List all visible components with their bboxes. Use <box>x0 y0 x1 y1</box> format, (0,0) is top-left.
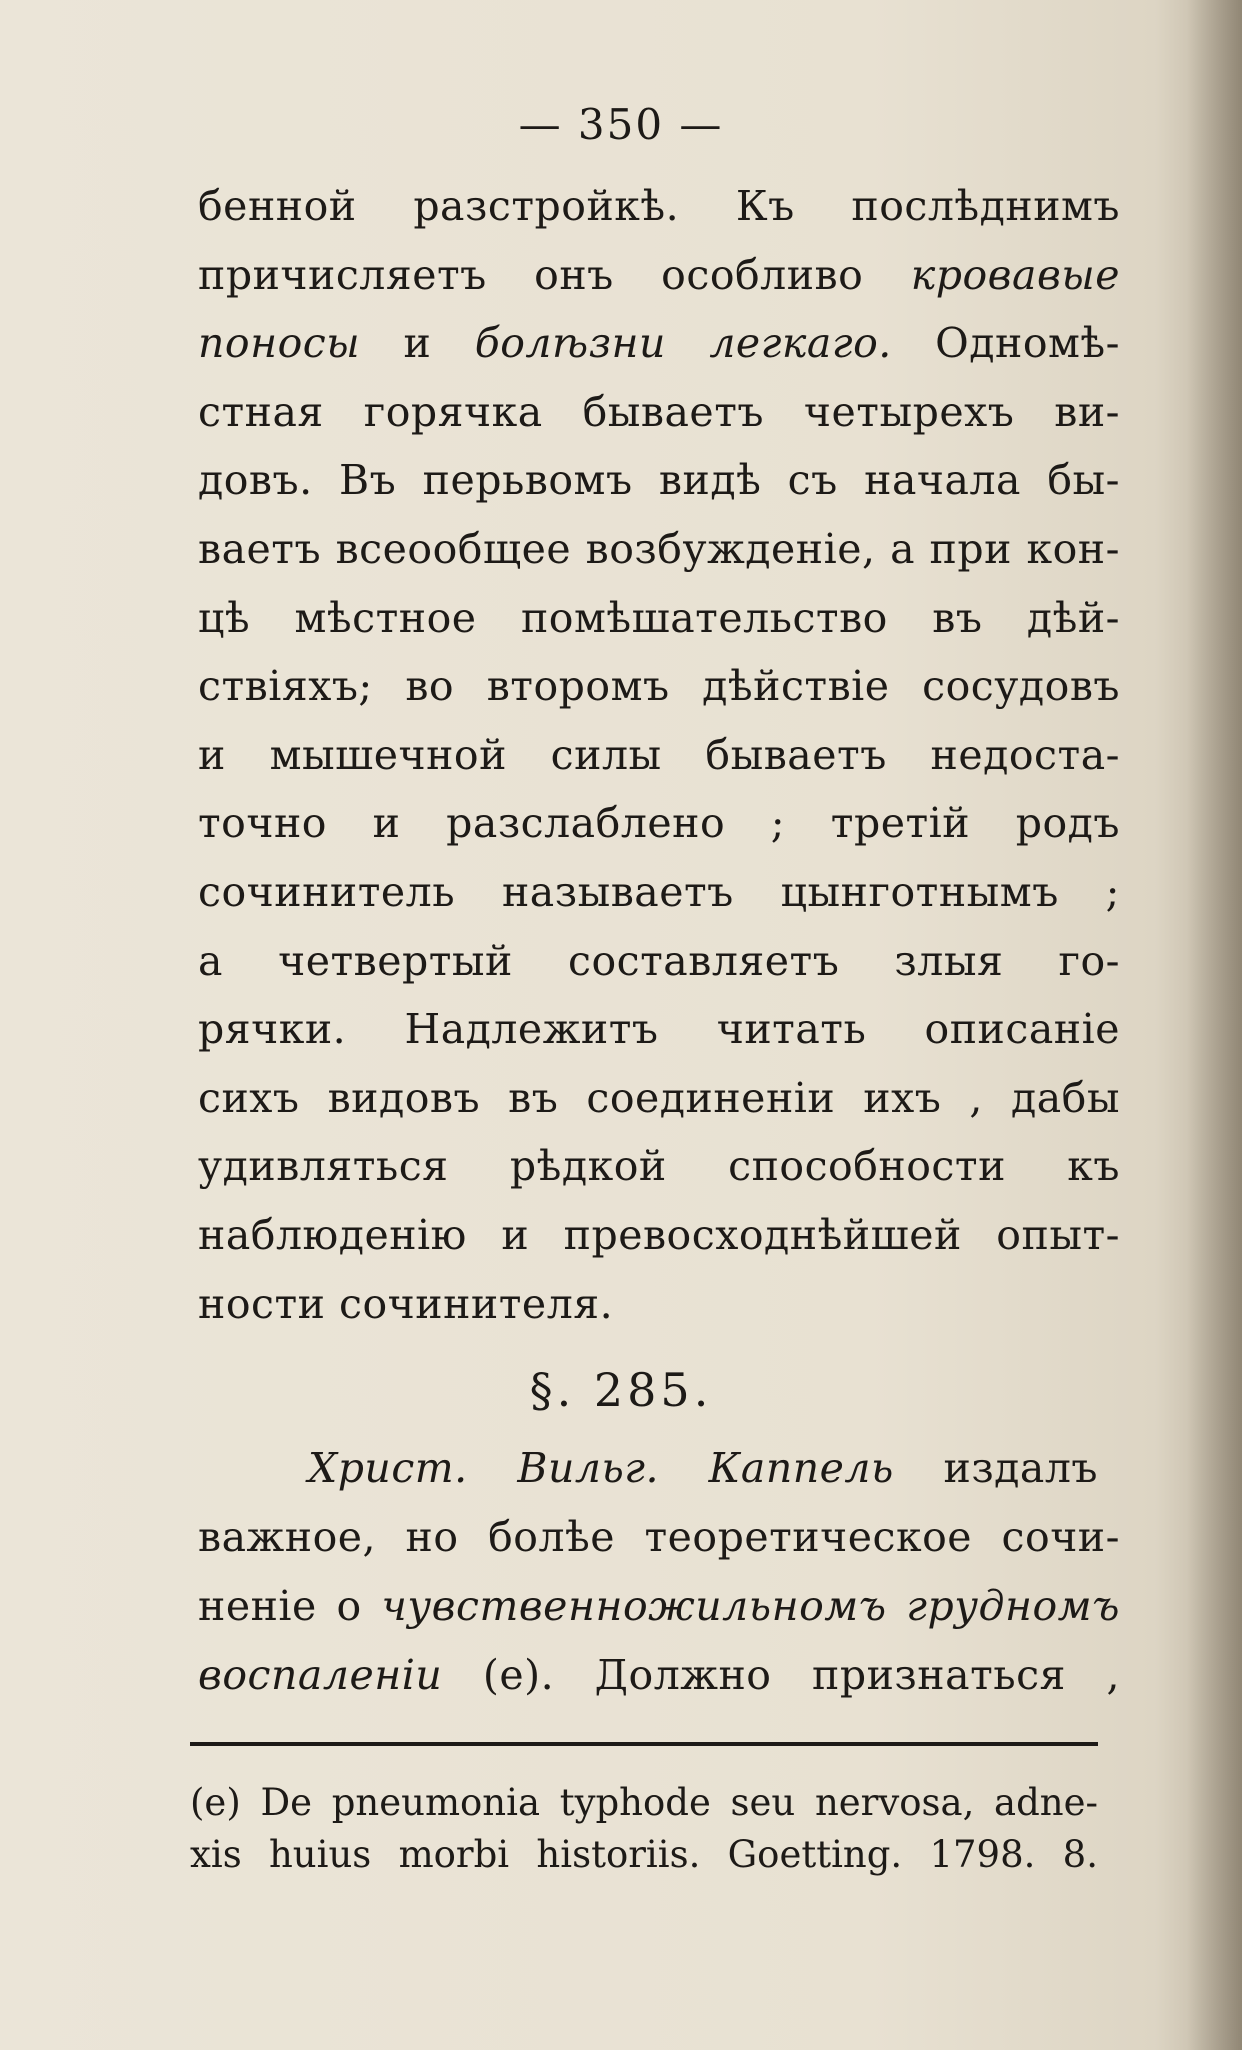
text-run: ваетъ всеообщее возбужденіе, а при кон- <box>198 525 1120 573</box>
text-line <box>198 452 1120 508</box>
text-line <box>198 1138 1120 1194</box>
italic-text: кровавые <box>910 250 1120 299</box>
text-line <box>198 590 1120 646</box>
text-run: цѣ мѣстное помѣшательство въ дѣй- <box>198 593 1120 642</box>
page-number: — 350 — <box>518 100 724 149</box>
text-run: ности сочинителя. <box>198 1279 614 1328</box>
text-line <box>198 658 1120 714</box>
text-line <box>198 1509 1120 1565</box>
italic-text: Христ. Вильг. Каппель <box>308 1444 894 1492</box>
text-line <box>198 1647 1120 1703</box>
text-line <box>198 864 1120 920</box>
section-heading: §. 285. <box>529 1363 713 1417</box>
text-line <box>198 1207 1120 1263</box>
text-line <box>308 1440 1098 1496</box>
text-line <box>198 315 1120 371</box>
italic-text: чувственножильномъ грудномъ <box>381 1582 1121 1630</box>
text-run: точно и разслаблено ; третій родъ <box>198 799 1120 848</box>
text-line <box>198 247 1120 303</box>
text-run: сихъ видовъ въ соединеніи ихъ , дабы <box>198 1073 1120 1122</box>
text-line <box>198 795 1120 851</box>
text-run: (е). Должно признаться , <box>442 1651 1120 1699</box>
text-line <box>198 727 1120 783</box>
text-run: и мышечной силы бываетъ недоста- <box>198 730 1120 779</box>
text-run: причисляетъ онъ особливо <box>198 250 911 299</box>
text-run: стная горячка бываетъ четырехъ ви- <box>198 387 1120 436</box>
text-run: ствіяхъ; во второмъ дѣйствіе сосудовъ <box>198 662 1120 711</box>
text-run: рячки. Надлежитъ читать описаніе <box>198 1005 1120 1054</box>
text-line <box>198 933 1120 989</box>
text-run: удивляться рѣдкой способности къ <box>198 1142 1120 1191</box>
text-line <box>198 1070 1120 1126</box>
text-run: издалъ <box>893 1444 1098 1492</box>
text-run: и <box>360 319 475 368</box>
text-run: неніе о <box>198 1582 382 1630</box>
italic-text: воспаленіи <box>198 1651 443 1699</box>
text-run: важное, но болѣе теоретическое сочи- <box>198 1513 1120 1561</box>
text-line <box>198 1001 1120 1057</box>
footnote-line: xis huius morbi historiis. Goetting. 1798. 8. <box>190 1833 1098 1876</box>
text-line <box>198 1276 1120 1332</box>
text-line <box>198 521 1120 577</box>
text-run: а четвертый составляетъ злыя го- <box>198 936 1120 985</box>
italic-text: болѣзни легкаго. <box>474 319 892 368</box>
text-run: наблюденію и превосходнѣйшей опыт- <box>198 1211 1120 1259</box>
text-line <box>198 178 1120 234</box>
text-run: сочинитель называетъ цынготнымъ ; <box>198 868 1120 916</box>
text-run: довъ. Въ перьвомъ видѣ съ начала бы- <box>198 456 1120 505</box>
italic-text: поносы <box>198 319 361 368</box>
spine-shadow <box>1187 0 1242 2050</box>
text-run: бенной разстройкѣ. Къ послѣднимъ <box>198 182 1120 230</box>
text-run: Одномѣ- <box>891 319 1120 368</box>
footnote-line: (e) De pneumonia typhode seu nervosa, adne- <box>190 1781 1098 1824</box>
footnote-rule <box>190 1742 1098 1746</box>
text-line <box>198 384 1120 440</box>
text-line <box>198 1578 1120 1634</box>
